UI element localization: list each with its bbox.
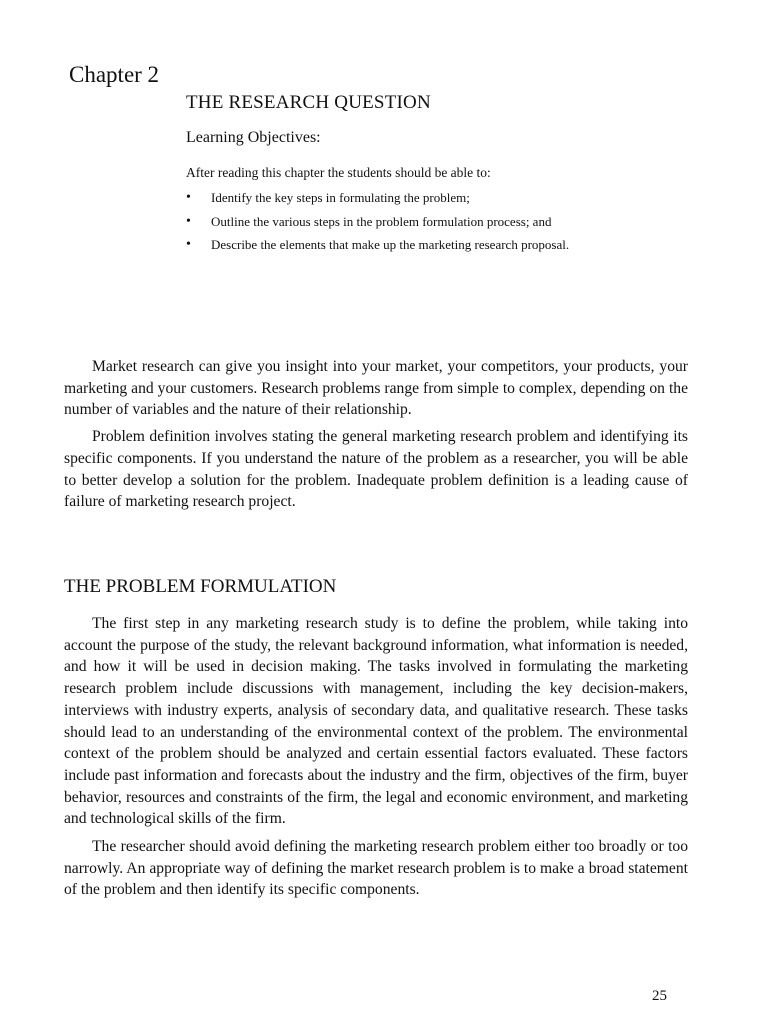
section-heading: THE PROBLEM FORMULATION: [64, 576, 337, 597]
objective-text: Outline the various steps in the problem formulation process; and: [211, 213, 552, 229]
section-paragraph: The researcher should avoid defining the marketing research problem either too broadly or too narrowly. An appropriate way of defining the market research problem is to make a broad statement of the problem and then identify its specific components.: [64, 838, 688, 899]
page-number: 25: [652, 988, 667, 1004]
section-paragraph: The first step in any marketing research study is to define the problem, while taking into account the purpose of the study, the relevant background information, what information is needed, and how it will be used in decision making. The tasks involved in formulating the marketing research problem include discussions with management, including the key decision-makers, interviews with industry experts, analysis of secondary data, and qualitative research. These tasks should lead to an understanding of the environmental context of the problem. The environmental context of the problem should be analyzed and certain essential factors evaluated. These factors include past information and forecasts about the industry and the firm, objectives of the firm, buyer behavior, resources and constraints of the firm, the legal and economic environment, and marketing and technological skills of the firm.: [64, 615, 688, 828]
intro-paragraph: Market research can give you insight into your market, your competitors, your products, your marketing and your customers. Research problems range from simple to complex, depending on the number of variables and the nature of their relationship.: [64, 358, 688, 419]
objective-item: [186, 213, 686, 231]
bullet-icon: •: [186, 190, 191, 205]
learning-objectives-intro: After reading this chapter the students should be able to:: [186, 165, 491, 180]
chapter-label: Chapter 2: [69, 62, 160, 87]
learning-objectives-list: [186, 189, 686, 260]
bullet-icon: •: [186, 213, 191, 229]
objective-text: Identify the key steps in formulating the problem;: [211, 190, 470, 205]
intro-text-block: [64, 356, 688, 513]
intro-paragraph: Problem definition involves stating the general marketing research problem and identifying its specific components. If you understand the nature of the problem as a researcher, you will be able to better develop a solution for the problem. Inadequate problem definition is a leading cause of failure of marketing research project.: [64, 428, 688, 511]
bullet-icon: •: [186, 237, 191, 252]
objective-item: [186, 236, 686, 254]
chapter-title: THE RESEARCH QUESTION: [186, 92, 431, 113]
section-text-block: [64, 613, 688, 901]
objective-text: Describe the elements that make up the marketing research proposal.: [211, 237, 570, 252]
objective-item: [186, 189, 686, 207]
learning-objectives-heading: Learning Objectives:: [186, 129, 321, 146]
